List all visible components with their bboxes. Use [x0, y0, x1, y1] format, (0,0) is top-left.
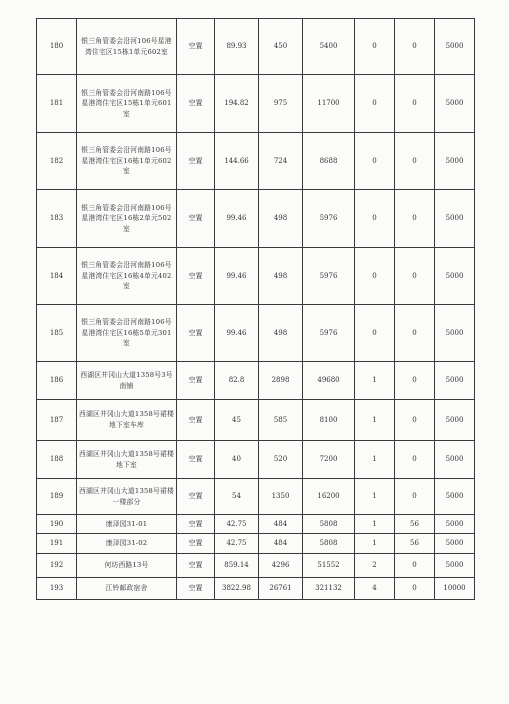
value-cell: 450 — [259, 19, 303, 75]
table-row — [37, 515, 475, 534]
area-cell: 89.93 — [215, 19, 259, 75]
value-cell: 8688 — [303, 133, 355, 190]
table-row — [37, 400, 475, 441]
value-cell: 0 — [355, 133, 395, 190]
value-cell: 2898 — [259, 362, 303, 400]
row-number: 181 — [37, 75, 77, 133]
property-address: 江铃邮政宿舍 — [77, 578, 177, 600]
status-cell: 空置 — [177, 578, 215, 600]
row-number: 193 — [37, 578, 77, 600]
value-cell: 498 — [259, 305, 303, 362]
value-cell: 1 — [355, 400, 395, 441]
property-address: 银三角管委会沿河南路106号星港湾住宅区15栋1单元601室 — [77, 75, 177, 133]
property-address: 银三角管委会沿河南路106号星港湾住宅区16栋4单元402室 — [77, 248, 177, 305]
table-row — [37, 362, 475, 400]
value-cell: 0 — [355, 19, 395, 75]
value-cell: 5000 — [435, 19, 475, 75]
value-cell: 5976 — [303, 190, 355, 248]
row-number: 191 — [37, 534, 77, 554]
value-cell: 520 — [259, 441, 303, 479]
table-row — [37, 534, 475, 554]
value-cell: 1 — [355, 515, 395, 534]
area-cell: 45 — [215, 400, 259, 441]
property-address: 康泽园31-02 — [77, 534, 177, 554]
value-cell: 56 — [395, 515, 435, 534]
value-cell: 5000 — [435, 305, 475, 362]
status-cell: 空置 — [177, 133, 215, 190]
row-number: 187 — [37, 400, 77, 441]
value-cell: 585 — [259, 400, 303, 441]
row-number: 184 — [37, 248, 77, 305]
value-cell: 1 — [355, 534, 395, 554]
value-cell: 5976 — [303, 248, 355, 305]
value-cell: 5000 — [435, 534, 475, 554]
property-address: 银三角管委会沿河南路106号星港湾住宅区16栋1单元602室 — [77, 133, 177, 190]
value-cell: 0 — [395, 479, 435, 515]
value-cell: 0 — [395, 248, 435, 305]
value-cell: 56 — [395, 534, 435, 554]
value-cell: 0 — [395, 400, 435, 441]
row-number: 190 — [37, 515, 77, 534]
value-cell: 484 — [259, 534, 303, 554]
value-cell: 11700 — [303, 75, 355, 133]
status-cell: 空置 — [177, 362, 215, 400]
property-address: 银三角管委会沿河南路106号星港湾住宅区16栋5单元301室 — [77, 305, 177, 362]
value-cell: 8100 — [303, 400, 355, 441]
property-address: 西湖区井冈山大道1358号裙楼地下室车库 — [77, 400, 177, 441]
value-cell: 321132 — [303, 578, 355, 600]
value-cell: 0 — [355, 75, 395, 133]
table-row — [37, 248, 475, 305]
value-cell: 0 — [395, 554, 435, 578]
value-cell: 5000 — [435, 515, 475, 534]
value-cell: 5000 — [435, 441, 475, 479]
value-cell: 5000 — [435, 554, 475, 578]
value-cell: 0 — [355, 248, 395, 305]
table-row — [37, 190, 475, 248]
table-row — [37, 75, 475, 133]
area-cell: 194.82 — [215, 75, 259, 133]
value-cell: 1 — [355, 441, 395, 479]
row-number: 180 — [37, 19, 77, 75]
value-cell: 724 — [259, 133, 303, 190]
status-cell: 空置 — [177, 75, 215, 133]
value-cell: 0 — [355, 305, 395, 362]
value-cell: 5000 — [435, 248, 475, 305]
value-cell: 1350 — [259, 479, 303, 515]
row-number: 182 — [37, 133, 77, 190]
status-cell: 空置 — [177, 400, 215, 441]
value-cell: 5400 — [303, 19, 355, 75]
area-cell: 40 — [215, 441, 259, 479]
status-cell: 空置 — [177, 248, 215, 305]
value-cell: 0 — [355, 190, 395, 248]
status-cell: 空置 — [177, 479, 215, 515]
value-cell: 16200 — [303, 479, 355, 515]
value-cell: 5808 — [303, 515, 355, 534]
value-cell: 5000 — [435, 190, 475, 248]
area-cell: 42.75 — [215, 534, 259, 554]
status-cell: 空置 — [177, 441, 215, 479]
value-cell: 2 — [355, 554, 395, 578]
value-cell: 4 — [355, 578, 395, 600]
property-address: 康泽园31-01 — [77, 515, 177, 534]
property-address: 银三角管委会沿河106号星港湾住宅区15栋1单元602室 — [77, 19, 177, 75]
value-cell: 498 — [259, 190, 303, 248]
status-cell: 空置 — [177, 305, 215, 362]
table-row — [37, 554, 475, 578]
value-cell: 0 — [395, 133, 435, 190]
row-number: 192 — [37, 554, 77, 578]
table-row — [37, 441, 475, 479]
table-row — [37, 305, 475, 362]
value-cell: 5000 — [435, 75, 475, 133]
value-cell: 10000 — [435, 578, 475, 600]
value-cell: 5000 — [435, 479, 475, 515]
area-cell: 859.14 — [215, 554, 259, 578]
value-cell: 0 — [395, 578, 435, 600]
row-number: 188 — [37, 441, 77, 479]
row-number: 189 — [37, 479, 77, 515]
value-cell: 0 — [395, 75, 435, 133]
area-cell: 54 — [215, 479, 259, 515]
value-cell: 0 — [395, 190, 435, 248]
value-cell: 5000 — [435, 400, 475, 441]
property-table — [36, 18, 475, 600]
area-cell: 99.46 — [215, 248, 259, 305]
status-cell: 空置 — [177, 534, 215, 554]
area-cell: 99.46 — [215, 190, 259, 248]
value-cell: 0 — [395, 441, 435, 479]
value-cell: 0 — [395, 19, 435, 75]
area-cell: 82.8 — [215, 362, 259, 400]
row-number: 186 — [37, 362, 77, 400]
value-cell: 1 — [355, 479, 395, 515]
value-cell: 51552 — [303, 554, 355, 578]
area-cell: 144.66 — [215, 133, 259, 190]
value-cell: 5000 — [435, 133, 475, 190]
table-row — [37, 578, 475, 600]
value-cell: 4296 — [259, 554, 303, 578]
value-cell: 1 — [355, 362, 395, 400]
value-cell: 0 — [395, 305, 435, 362]
status-cell: 空置 — [177, 19, 215, 75]
value-cell: 498 — [259, 248, 303, 305]
value-cell: 0 — [395, 362, 435, 400]
value-cell: 484 — [259, 515, 303, 534]
property-address: 西湖区井冈山大道1358号裙楼一楼部分 — [77, 479, 177, 515]
value-cell: 7200 — [303, 441, 355, 479]
value-cell: 5976 — [303, 305, 355, 362]
value-cell: 5000 — [435, 362, 475, 400]
table-row — [37, 133, 475, 190]
value-cell: 975 — [259, 75, 303, 133]
status-cell: 空置 — [177, 515, 215, 534]
status-cell: 空置 — [177, 554, 215, 578]
value-cell: 5808 — [303, 534, 355, 554]
table-row — [37, 19, 475, 75]
property-address: 西湖区井冈山大道1358号3号南铺 — [77, 362, 177, 400]
property-address: 银三角管委会沿河南路106号星港湾住宅区16栋2单元502室 — [77, 190, 177, 248]
value-cell: 26761 — [259, 578, 303, 600]
property-address: 何坊西路13号 — [77, 554, 177, 578]
status-cell: 空置 — [177, 190, 215, 248]
table-row — [37, 479, 475, 515]
row-number: 183 — [37, 190, 77, 248]
row-number: 185 — [37, 305, 77, 362]
property-address: 西湖区井冈山大道1358号裙楼地下室 — [77, 441, 177, 479]
value-cell: 49680 — [303, 362, 355, 400]
area-cell: 99.46 — [215, 305, 259, 362]
area-cell: 42.75 — [215, 515, 259, 534]
area-cell: 3822.98 — [215, 578, 259, 600]
